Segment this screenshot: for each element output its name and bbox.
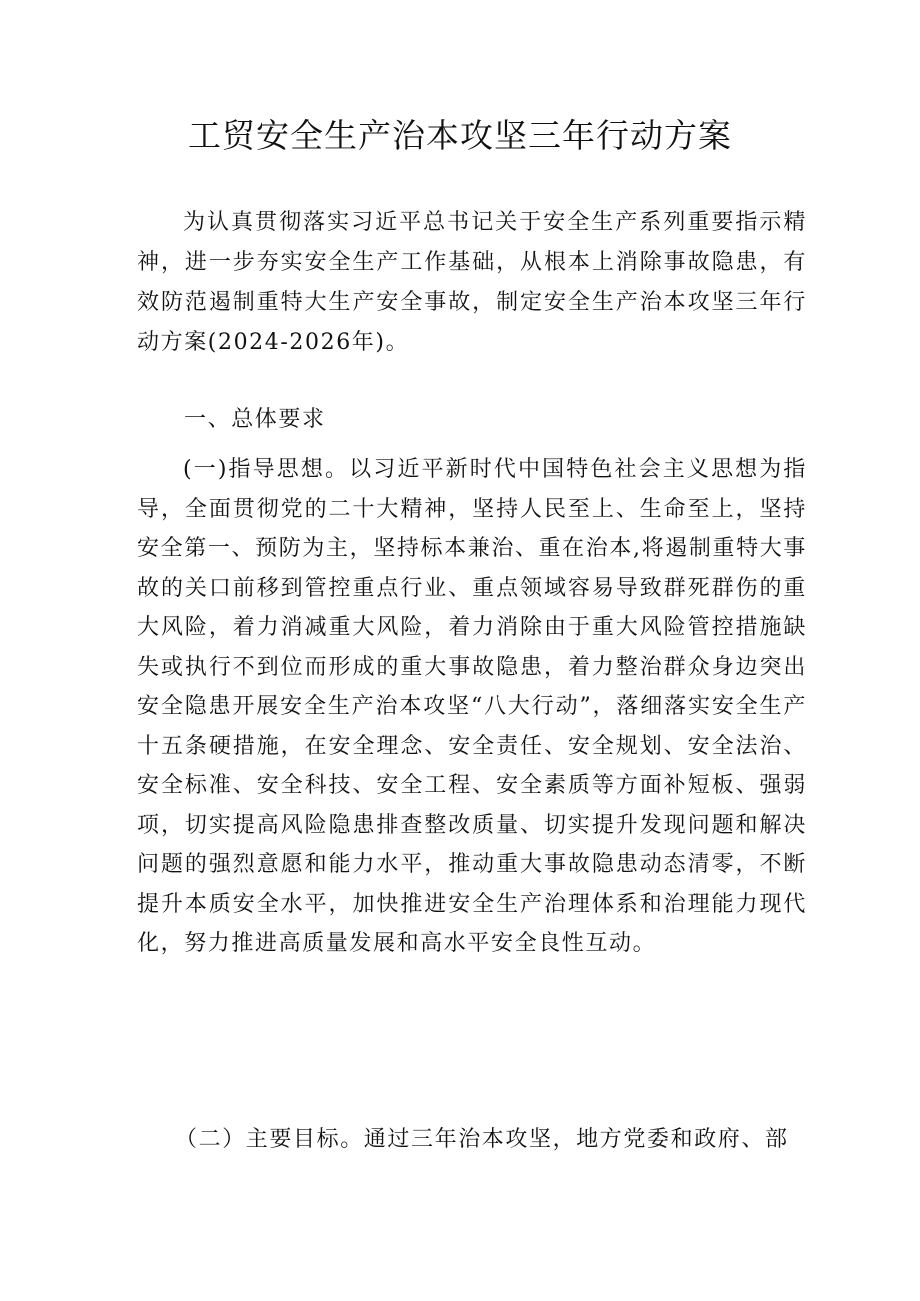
section-heading-general-requirements: 一、总体要求 (184, 407, 326, 432)
main-goals-paragraph: （二）主要目标。通过三年治本攻坚，地方党委和政府、部 (175, 1127, 789, 1152)
document-title: 工贸安全生产治本攻坚三年行动方案 (188, 116, 732, 155)
intro-paragraph: 为认真贯彻落实习近平总书记关于安全生产系列重要指示精神，进一步夯实安全生产工作基础，从根本上消除事故隐患，有效防范遏制重特大生产安全事故，制定安全生产治本攻坚三年行动方案(2024-2026年)。 (137, 210, 807, 355)
guiding-ideology-paragraph: (一)指导思想。以习近平新时代中国特色社会主义思想为指导，全面贯彻党的二十大精神，坚持人民至上、生命至上，坚持安全第一、预防为主，坚持标本兼治、重在治本,将遏制重特大事故的关口前移到管控重点行业、重点领域容易导致群死群伤的重大风险，着力消减重大风险，着力消除由于重大风险管控措施缺失或执行不到位而形成的重大事故隐患，着力整治群众身边突出安全隐患开展安全生产治本攻坚“八大行动”，落细落实安全生产十五条硬措施，在安全理念、安全责任、安全规划、安全法治、安全标准、安全科技、安全工程、安全素质等方面补短板、强弱项，切实提高风险隐患排查整改质量、切实提升发现问题和解决问题的强烈意愿和能力水平，推动重大事故隐患动态清零，不断提升本质安全水平，加快推进安全生产治理体系和治理能力现代化，努力推进高质量发展和高水平安全良性互动。 (137, 457, 807, 956)
